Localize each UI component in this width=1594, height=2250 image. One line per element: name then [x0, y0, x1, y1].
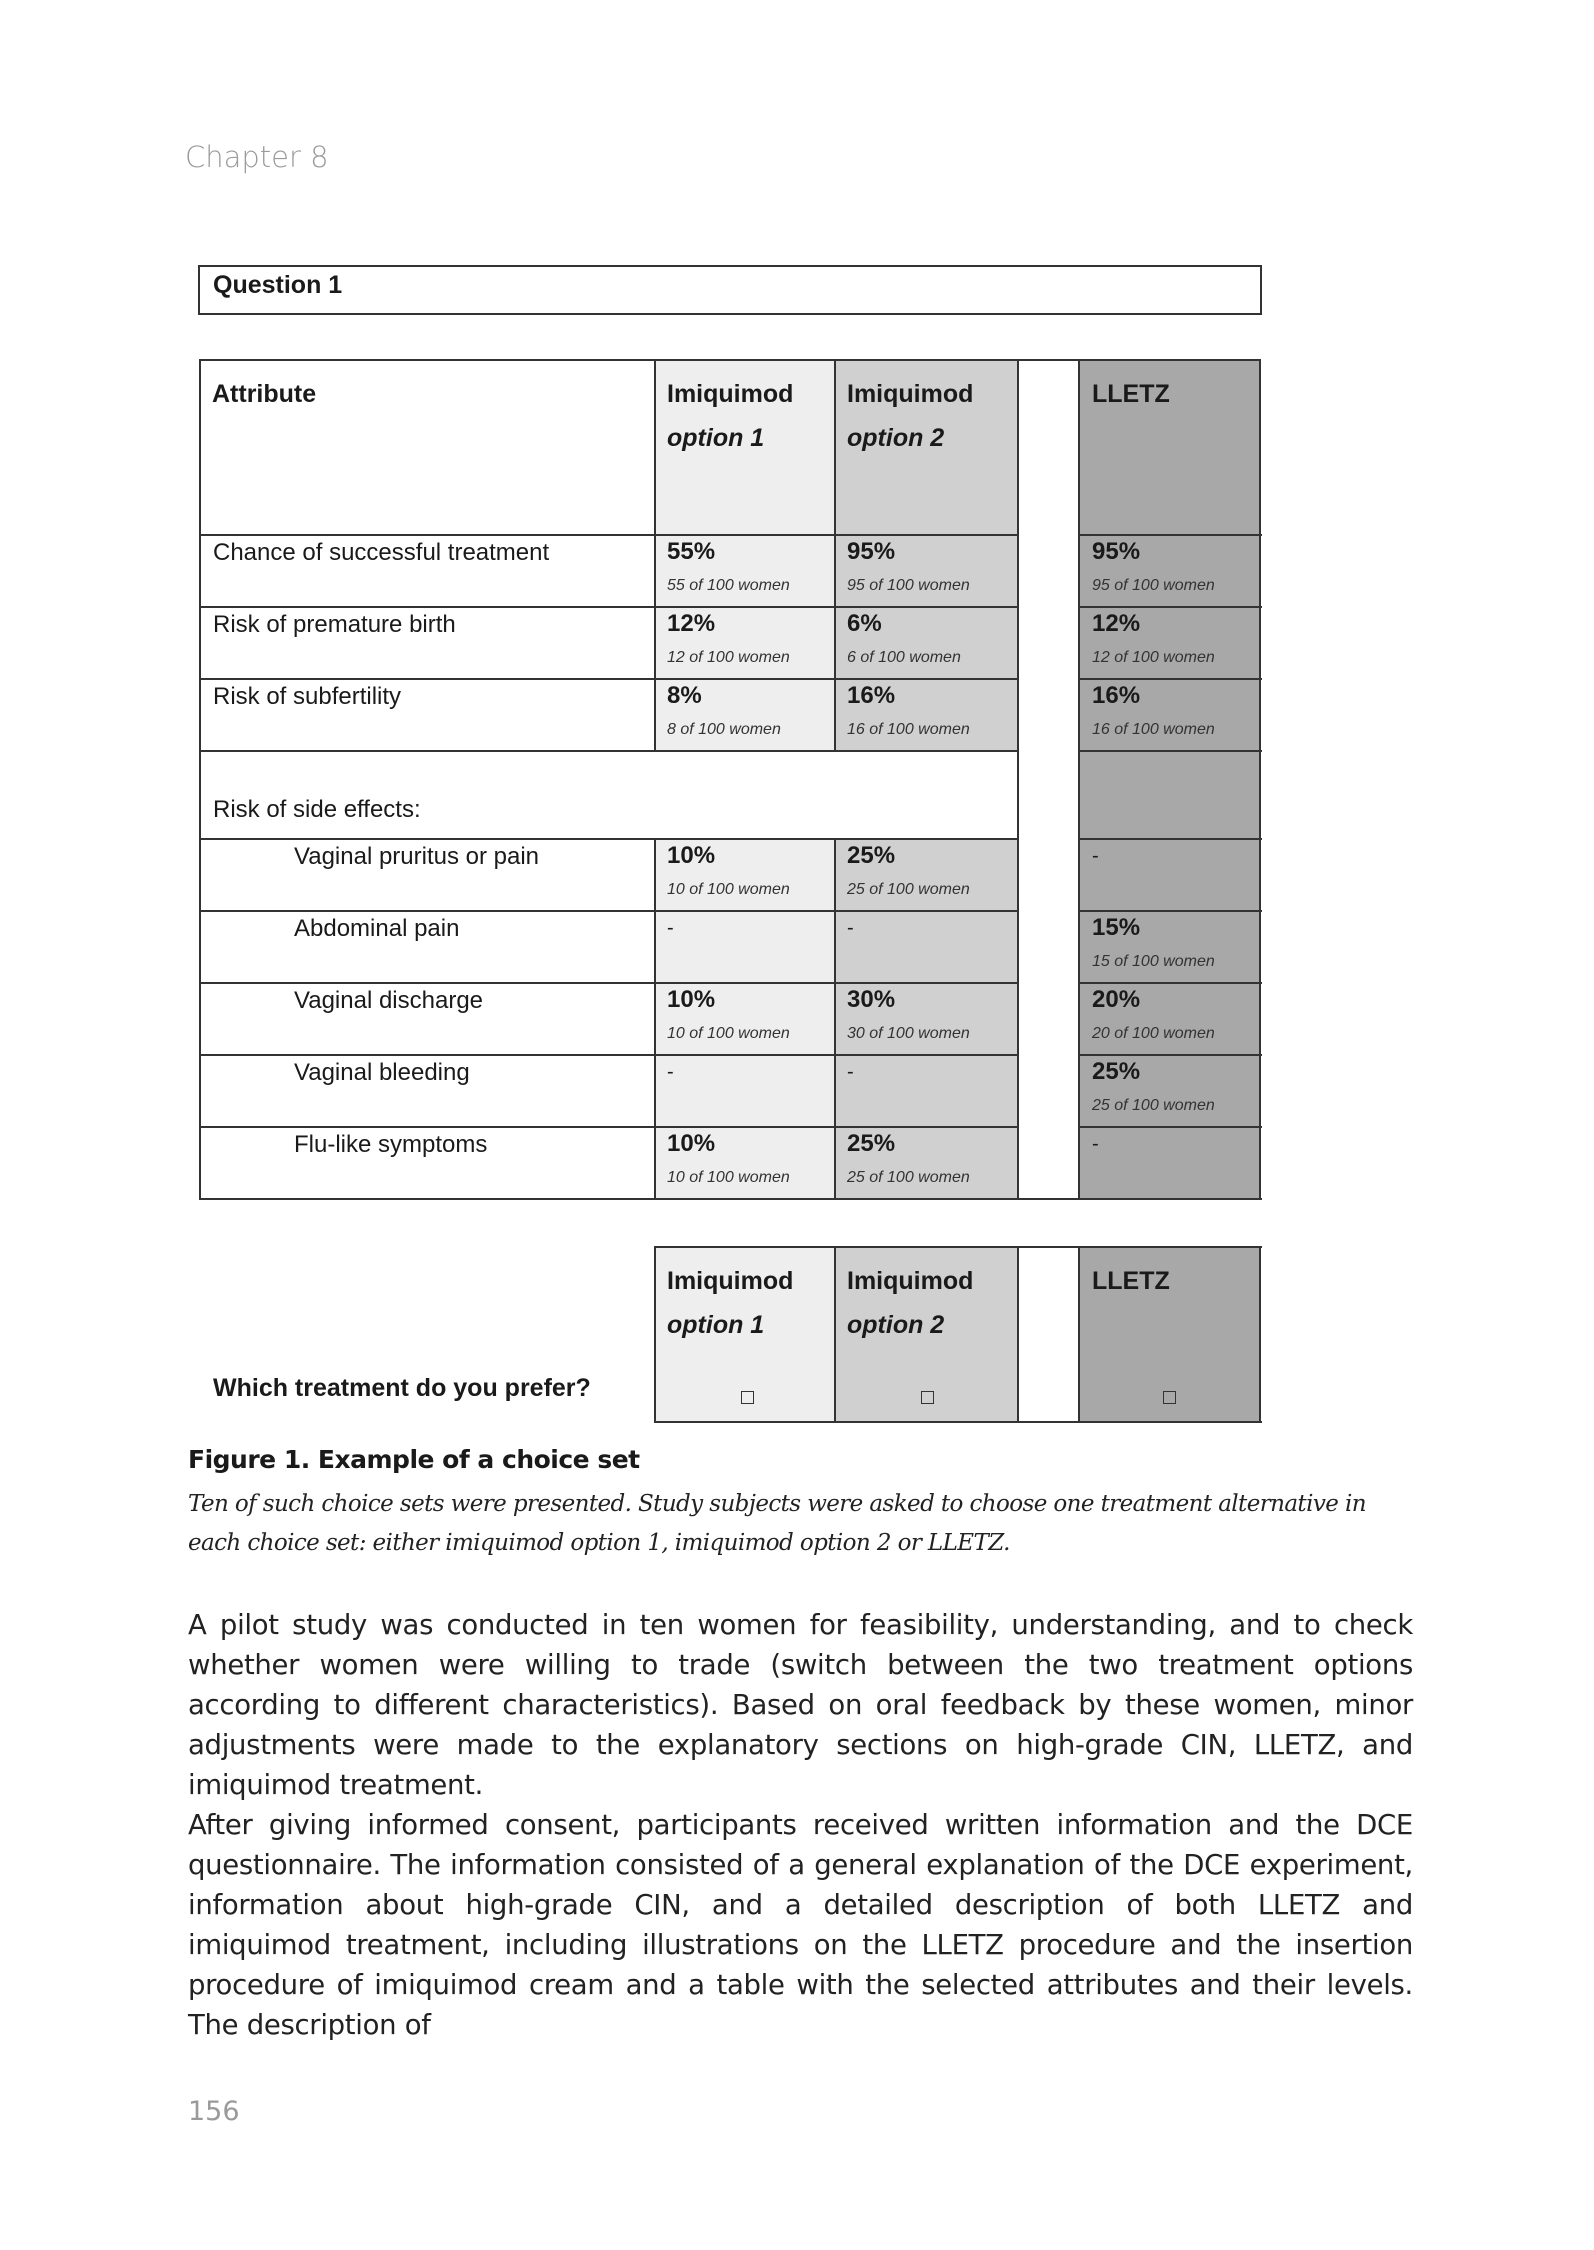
value-cell: [655, 679, 835, 751]
row-label-vaginal-discharge: Vaginal discharge: [200, 983, 655, 1055]
value-pct: 20%: [1092, 986, 1141, 1013]
value-cell: [835, 535, 1018, 607]
value-pct: 95%: [1092, 538, 1141, 565]
value-sub: 25 of 100 women: [847, 1169, 970, 1186]
value-pct: 55%: [667, 538, 716, 565]
value-cell: [655, 535, 835, 607]
figure-title: Figure 1. Example of a choice set: [188, 1445, 640, 1474]
choice-checkbox-imiquimod-2[interactable]: [921, 1391, 934, 1404]
table-rule: [200, 1126, 1018, 1128]
option-suffix: option 1: [667, 1311, 765, 1339]
table-rule: [200, 1054, 1018, 1056]
attribute-header: Attribute: [200, 360, 655, 535]
value-cell: [835, 839, 1018, 911]
value-sub: 55 of 100 women: [667, 577, 790, 594]
page-number: 156: [188, 2096, 240, 2127]
value-sub: 12 of 100 women: [667, 649, 790, 666]
row-label-success: Chance of successful treatment: [200, 535, 655, 607]
value-cell: [1080, 839, 1260, 911]
question-title: Question 1: [198, 265, 1262, 315]
table-rule: [200, 359, 1260, 361]
table-rule: [1078, 982, 1262, 984]
option-name: LLETZ: [1092, 380, 1170, 408]
table-rule: [200, 606, 1018, 608]
option-name: Imiquimod: [667, 380, 794, 408]
value-dash: -: [667, 917, 674, 939]
value-cell: [835, 911, 1018, 983]
option-name: Imiquimod: [667, 1267, 794, 1295]
value-sub: 6 of 100 women: [847, 649, 961, 666]
table-rule: [654, 1421, 1262, 1423]
table-rule: [1017, 1246, 1019, 1423]
table-rule: [1078, 678, 1262, 680]
value-sub: 10 of 100 women: [667, 881, 790, 898]
choice-checkbox-imiquimod-1[interactable]: [741, 1391, 754, 1404]
table-rule: [1259, 359, 1261, 1200]
value-sub: 15 of 100 women: [1092, 953, 1215, 970]
table-rule: [1078, 1246, 1080, 1423]
value-pct: 25%: [847, 842, 896, 869]
table-rule: [1078, 606, 1262, 608]
table-rule: [834, 359, 836, 752]
lletz-blank-cell: [1080, 751, 1260, 839]
table-rule: [1078, 750, 1262, 752]
value-pct: 25%: [847, 1130, 896, 1157]
value-cell: [835, 983, 1018, 1055]
option-name: LLETZ: [1092, 1267, 1170, 1295]
table-rule: [200, 534, 1018, 536]
option-header-imiquimod-2: [835, 360, 1018, 535]
option-name: Imiquimod: [847, 380, 974, 408]
value-cell: [835, 1127, 1018, 1199]
value-pct: 12%: [667, 610, 716, 637]
table-rule: [834, 1246, 836, 1423]
table-rule: [200, 838, 1018, 840]
value-cell: [1080, 1055, 1260, 1127]
option-suffix: option 2: [847, 1311, 945, 1339]
table-rule: [200, 1198, 1262, 1200]
value-cell: [655, 983, 835, 1055]
value-sub: 12 of 100 women: [1092, 649, 1215, 666]
value-cell: [655, 1127, 835, 1199]
prefer-prompt: Which treatment do you prefer?: [213, 1374, 591, 1402]
value-sub: 8 of 100 women: [667, 721, 781, 738]
value-sub: 20 of 100 women: [1092, 1025, 1215, 1042]
row-label-vaginal-bleeding: Vaginal bleeding: [200, 1055, 655, 1127]
value-dash: -: [847, 1061, 854, 1083]
value-sub: 25 of 100 women: [1092, 1097, 1215, 1114]
value-sub: 25 of 100 women: [847, 881, 970, 898]
table-rule: [1078, 910, 1262, 912]
value-pct: 10%: [667, 1130, 716, 1157]
table-rule: [200, 910, 1018, 912]
row-label-subfertility: Risk of subfertility: [200, 679, 655, 751]
value-cell: [1080, 983, 1260, 1055]
value-pct: 10%: [667, 842, 716, 869]
table-rule: [1078, 359, 1080, 1200]
value-cell: [835, 679, 1018, 751]
body-paragraph: After giving informed consent, participants received written information and the DCE questionnaire. The information consisted of a general explanation of the DCE experiment, information about high-grade CIN, and a detailed description of both LLETZ and imiquimod treatment, including illustrations on the LLETZ procedure and the insertion procedure of imiquimod cream and a table with the selected attributes and their levels. The description of: [188, 1809, 1413, 2041]
table-rule: [1078, 534, 1262, 536]
value-pct: 95%: [847, 538, 896, 565]
value-sub: 30 of 100 women: [847, 1025, 970, 1042]
option-suffix: option 2: [847, 424, 945, 452]
value-cell: [1080, 911, 1260, 983]
row-label-premature-birth: Risk of premature birth: [200, 607, 655, 679]
table-rule: [1017, 359, 1019, 1200]
value-sub: 95 of 100 women: [847, 577, 970, 594]
value-pct: 30%: [847, 986, 896, 1013]
value-cell: [835, 1055, 1018, 1127]
table-rule: [654, 838, 656, 1200]
value-sub: 10 of 100 women: [667, 1025, 790, 1042]
value-cell: [1080, 1127, 1260, 1199]
value-pct: 15%: [1092, 914, 1141, 941]
row-label-abdominal-pain: Abdominal pain: [200, 911, 655, 983]
value-pct: 8%: [667, 682, 702, 709]
value-pct: 12%: [1092, 610, 1141, 637]
value-cell: [655, 1055, 835, 1127]
side-effects-heading: Risk of side effects:: [200, 751, 1018, 839]
value-pct: 25%: [1092, 1058, 1141, 1085]
value-cell: [655, 607, 835, 679]
value-cell: [1080, 607, 1260, 679]
chapter-label: Chapter 8: [185, 140, 329, 174]
table-rule: [1078, 1054, 1262, 1056]
value-pct: 10%: [667, 986, 716, 1013]
table-rule: [200, 750, 1018, 752]
value-sub: 95 of 100 women: [1092, 577, 1215, 594]
table-rule: [654, 359, 656, 752]
option-suffix: option 1: [667, 424, 765, 452]
table-rule: [1078, 1126, 1262, 1128]
option-name: Imiquimod: [847, 1267, 974, 1295]
choice-checkbox-lletz[interactable]: [1163, 1391, 1176, 1404]
option-header-lletz: [1080, 360, 1260, 535]
table-rule: [1078, 838, 1262, 840]
table-rule: [834, 838, 836, 1200]
table-rule: [654, 1246, 656, 1423]
value-pct: 16%: [1092, 682, 1141, 709]
value-cell: [835, 607, 1018, 679]
value-sub: 10 of 100 women: [667, 1169, 790, 1186]
value-sub: 16 of 100 women: [1092, 721, 1215, 738]
value-pct: 6%: [847, 610, 882, 637]
value-cell: [1080, 535, 1260, 607]
option-header-imiquimod-1: [655, 360, 835, 535]
table-rule: [200, 678, 1018, 680]
figure-caption: Ten of such choice sets were presented. Study subjects were asked to choose one treatment alternative in each choice set: either imiquimod option 1, imiquimod option 2 or LLETZ.: [188, 1491, 1366, 1556]
body-paragraph: A pilot study was conducted in ten women for feasibility, understanding, and to check whether women were willing to trade (switch between the two treatment options according to different characteristics). Based on oral feedback by these women, minor adjustments were made to the explanatory sections on high-grade CIN, LLETZ, and imiquimod treatment.: [188, 1609, 1413, 1801]
value-dash: -: [1092, 1133, 1099, 1155]
value-dash: -: [667, 1061, 674, 1083]
table-rule: [1259, 1246, 1261, 1423]
table-rule: [200, 982, 1018, 984]
value-dash: -: [847, 917, 854, 939]
row-label-pruritus: Vaginal pruritus or pain: [200, 839, 655, 911]
table-rule: [654, 1246, 1262, 1248]
table-rule: [199, 359, 201, 1200]
row-label-flu-like: Flu-like symptoms: [200, 1127, 655, 1199]
value-cell: [655, 911, 835, 983]
value-pct: 16%: [847, 682, 896, 709]
value-cell: [655, 839, 835, 911]
value-dash: -: [1092, 845, 1099, 867]
value-sub: 16 of 100 women: [847, 721, 970, 738]
value-cell: [1080, 679, 1260, 751]
